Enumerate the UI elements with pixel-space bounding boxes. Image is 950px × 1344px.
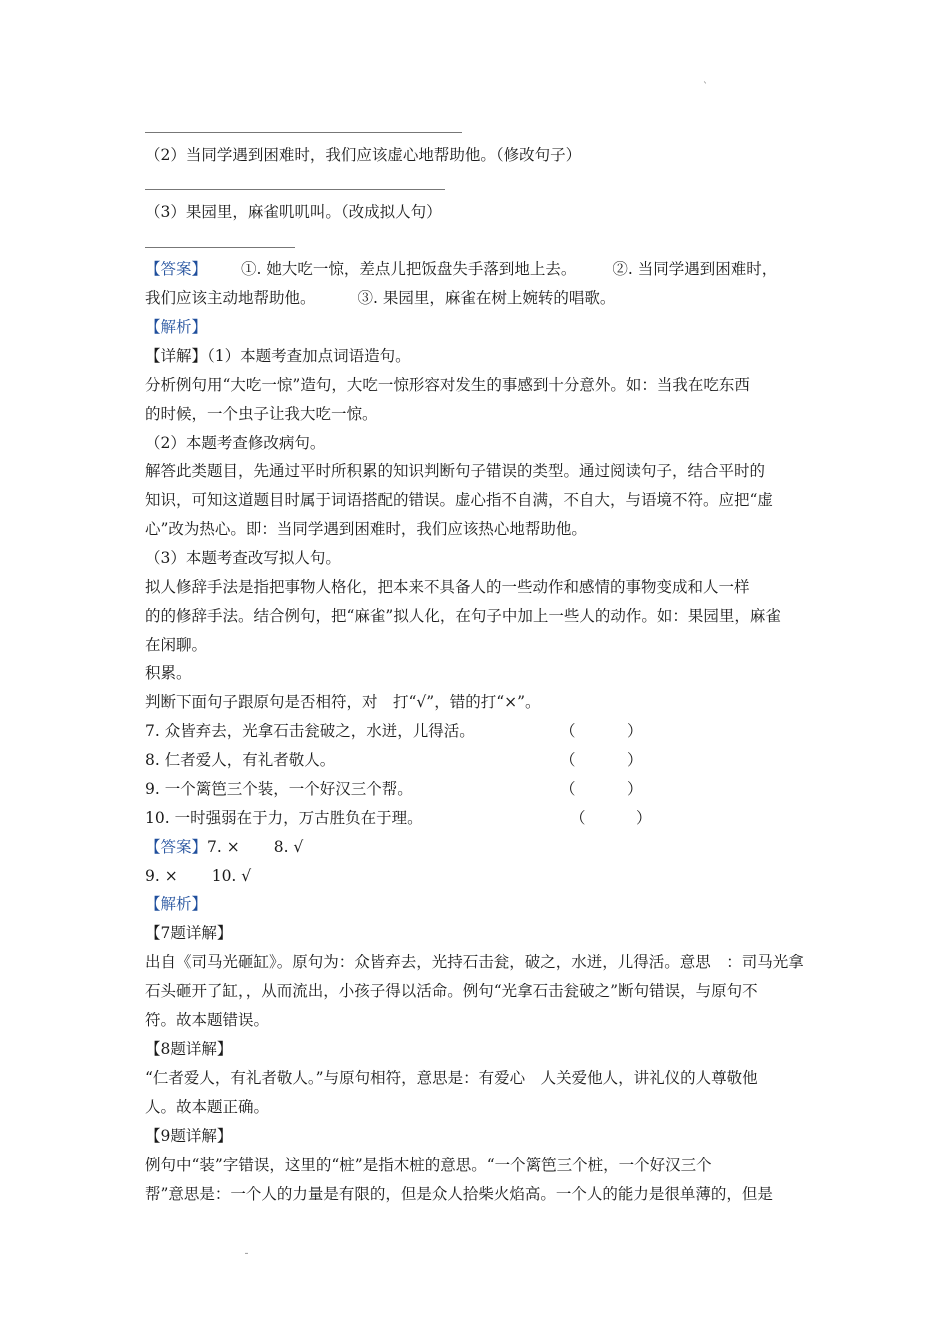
item-8: 8. 仁者爱人，有礼者敬人。 <box>145 751 336 769</box>
question-3: （3）果园里，麻雀叽叽叫。（改成拟人句） <box>145 203 442 221</box>
answer-2-line-2 <box>145 866 251 886</box>
answer-8: 8. √ <box>273 838 304 856</box>
detail-line-5: 解答此类题目，先通过平时所积累的知识判断句子错误的类型。通过阅读句子，结合平时的 <box>145 462 766 480</box>
instruction: 判断下面句子跟原句是否相符，对 打“√”，错的打“×”。 <box>145 693 541 711</box>
detail-9-line-2: 帮”意思是：一个人的力量是有限的，但是众人拾柴火焰高。一个人的能力是很单薄的，但是 <box>145 1185 773 1203</box>
answer-7: 7. × <box>207 838 240 856</box>
detail-8-heading: 【8题详解】 <box>145 1040 233 1058</box>
detail-line-9: 拟人修辞手法是指把事物人格化，把本来不具备人的一些动作和感情的事物变成和人一样 <box>145 578 750 596</box>
answer-tag-2: 【答案】 <box>145 838 208 856</box>
item-9: 9. 一个篱笆三个装，一个好汉三个帮。 <box>145 780 413 798</box>
detail-line-2: 分析例句用“大吃一惊”造句，大吃一惊形容对发生的事感到十分意外。如：当我在吃东西 <box>145 376 750 394</box>
detail-8-line-1: “仁者爱人，有礼者敬人。”与原句相符，意思是：有爱心 人关爱他人，讲礼仪的人尊敬他 <box>145 1069 758 1087</box>
detail-line-8: （3）本题考查改写拟人句。 <box>145 549 341 567</box>
analysis-tag-2: 【解析】 <box>145 895 208 913</box>
answer-line-3 <box>145 247 295 248</box>
answer-1-part-3: 我们应该主动地帮助他。 <box>145 289 316 307</box>
question-2: （2）当同学遇到困难时，我们应该虚心地帮助他。（修改句子） <box>145 146 582 164</box>
page-mark-bottom: ˍ <box>244 1244 249 1255</box>
detail-line-6: 知识，可知这道题目时属于词语搭配的错误。虚心指不自满，不自大，与语境不符。应把“虚 <box>145 491 773 509</box>
answer-10: 10. √ <box>211 867 252 885</box>
answer-line-1 <box>145 132 462 133</box>
detail-7-line-3: 符。故本题错误。 <box>145 1011 270 1029</box>
detail-9-heading: 【9题详解】 <box>145 1127 233 1145</box>
item-7-open-paren: （ <box>560 722 576 740</box>
analysis-tag-1: 【解析】 <box>145 318 208 336</box>
item-7-close-paren: ） <box>627 722 643 740</box>
detail-7-line-1: 出自《司马光砸缸》。原句为：众皆弃去，光持石击瓮，破之，水迸，儿得活。意思 ：司马光拿 <box>145 953 804 971</box>
answer-9: 9. × <box>145 867 178 885</box>
section-heading: 积累。 <box>145 664 192 682</box>
detail-7-heading: 【7题详解】 <box>145 924 233 942</box>
answer-2-line-1 <box>145 837 303 857</box>
answer-1-part-1: ①. 她大吃一惊，差点儿把饭盘失手落到地上去。 <box>241 260 577 278</box>
item-10-close-paren: ） <box>636 809 652 827</box>
answer-tag: 【答案】 <box>145 260 208 278</box>
item-9-open-paren: （ <box>560 780 576 798</box>
item-10: 10. 一时强弱在于力，万古胜负在于理。 <box>145 809 423 827</box>
detail-9-line-1: 例句中“装”字错误，这里的“桩”是指木桩的意思。“一个篱笆三个桩，一个好汉三个 <box>145 1156 712 1174</box>
answer-1-line-2 <box>145 288 615 308</box>
detail-line-7: 心”改为热心。即：当同学遇到困难时，我们应该热心地帮助他。 <box>145 520 587 538</box>
detail-line-10: 的的修辞手法。结合例句，把“麻雀”拟人化，在句子中加上一些人的动作。如：果园里，麻雀 <box>145 607 781 625</box>
item-10-open-paren: （ <box>570 809 586 827</box>
answer-1-part-2: ②. 当同学遇到困难时， <box>612 260 778 278</box>
item-8-open-paren: （ <box>560 751 576 769</box>
item-9-close-paren: ） <box>627 780 643 798</box>
answer-1-part-4: ③. 果园里，麻雀在树上婉转的唱歌。 <box>357 289 616 307</box>
detail-line-11: 在闲聊。 <box>145 636 208 654</box>
answer-1-line-1 <box>145 259 777 279</box>
detail-8-line-2: 人。故本题正确。 <box>145 1098 270 1116</box>
item-7: 7. 众皆弃去，光拿石击瓮破之，水迸，儿得活。 <box>145 722 475 740</box>
detail-line-1: 【详解】（1）本题考查加点词语造句。 <box>145 347 411 365</box>
detail-7-line-2: 石头砸开了缸，，从而流出，小孩子得以活命。例句“光拿石击瓮破之”断句错误，与原句不 <box>145 982 758 1000</box>
detail-line-3: 的时候，一个虫子让我大吃一惊。 <box>145 405 378 423</box>
page-mark-top: ˋ <box>703 82 708 93</box>
item-8-close-paren: ） <box>627 751 643 769</box>
detail-line-4: （2）本题考查修改病句。 <box>145 434 326 452</box>
answer-line-2 <box>145 189 445 190</box>
